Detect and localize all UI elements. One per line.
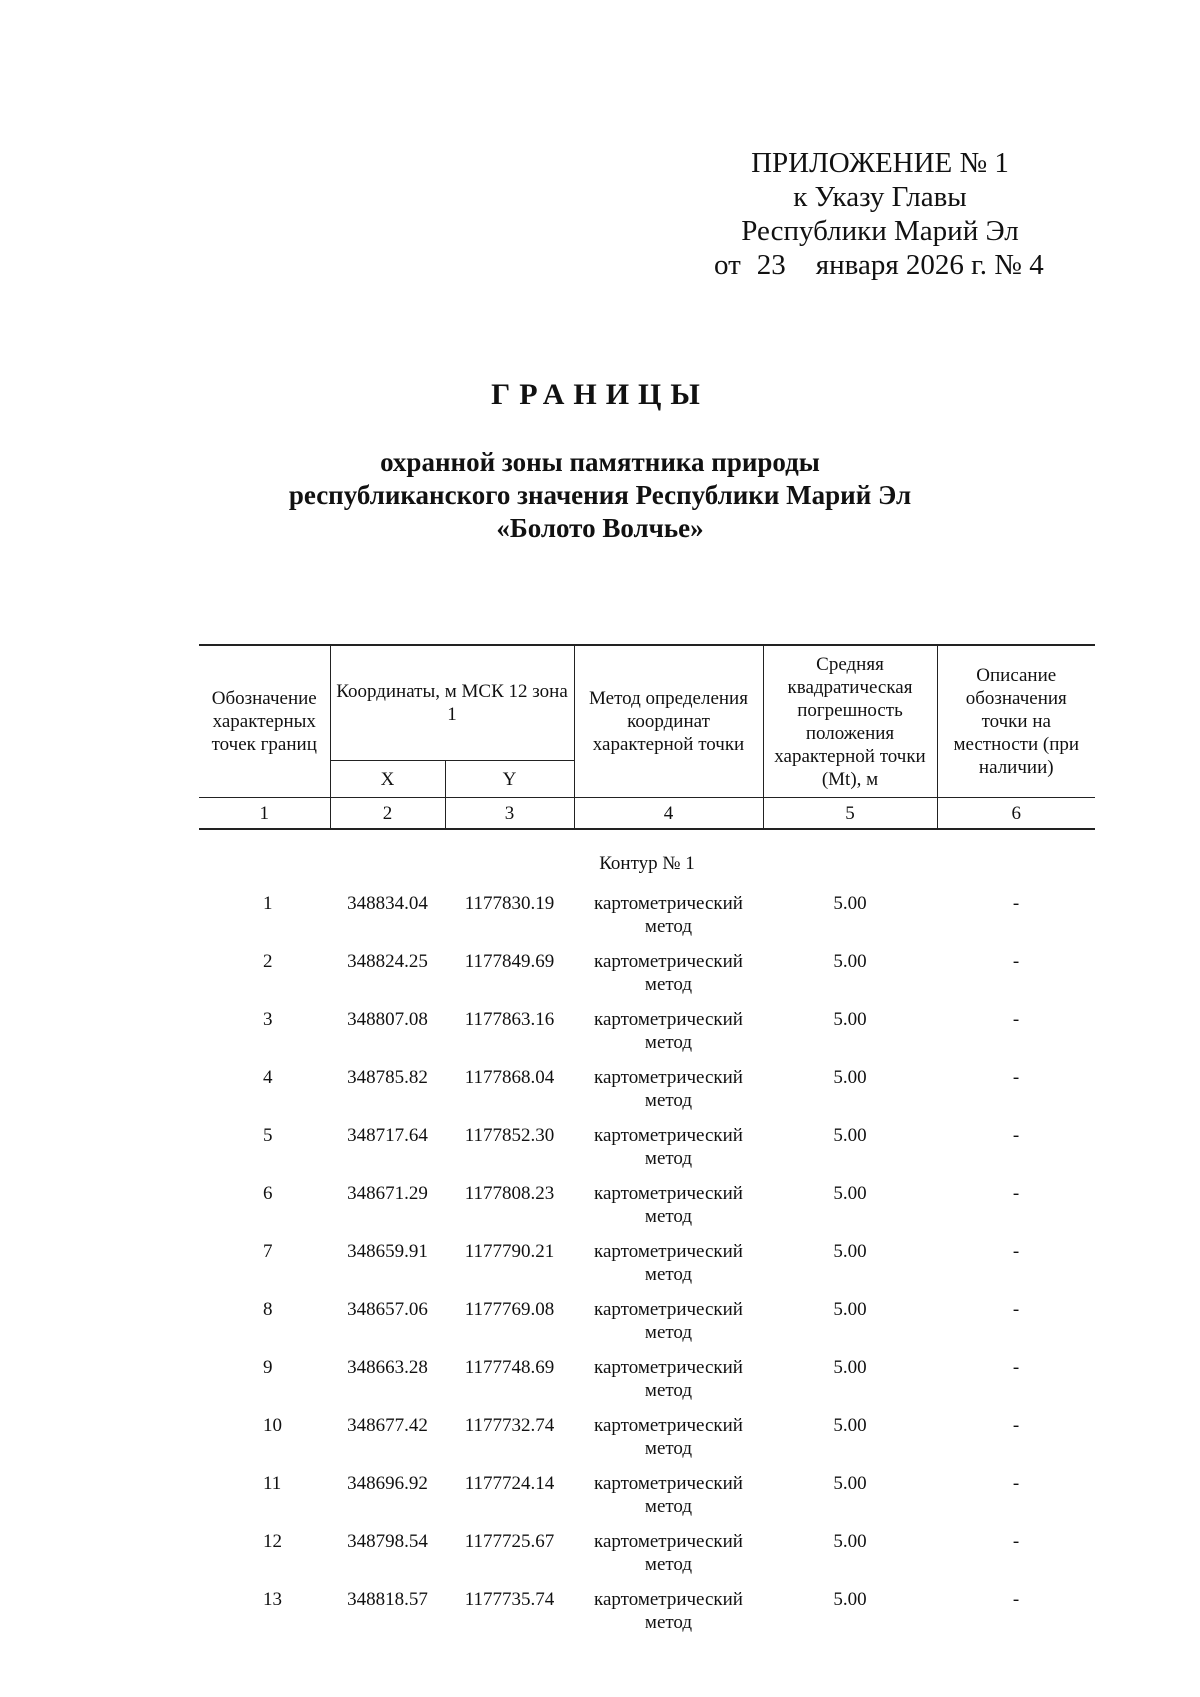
point-number: 13: [263, 1589, 282, 1610]
table-row: [199, 1586, 1095, 1644]
appendix-republic: Республики Марий Эл: [741, 215, 1019, 247]
point-number: 2: [263, 951, 273, 972]
contour-label: Контур № 1: [599, 852, 695, 874]
point-number: 3: [263, 1009, 273, 1030]
coord-x: 348798.54: [347, 1531, 428, 1552]
table-row: [199, 1180, 1095, 1238]
mean-error-cell: 5.00: [833, 1067, 867, 1088]
point-number: 8: [263, 1299, 273, 1320]
point-number: 10: [263, 1415, 282, 1436]
header-method: Метод определения координат характерной точки: [574, 645, 763, 798]
description-cell: -: [1012, 893, 1020, 914]
description-cell: -: [1012, 1299, 1020, 1320]
coord-y: 1177724.14: [464, 1473, 555, 1494]
appendix-header: [690, 146, 1070, 282]
method-cell: картометрический метод: [594, 951, 743, 995]
mean-error-cell: 5.00: [833, 1357, 867, 1378]
mean-error-cell: 5.00: [833, 1125, 867, 1146]
point-number: 5: [263, 1125, 273, 1146]
method-cell: картометрический метод: [594, 1067, 743, 1111]
table-row: [199, 1412, 1095, 1470]
coord-x: 348807.08: [347, 1009, 428, 1030]
coord-y: 1177790.21: [464, 1241, 555, 1262]
header-point-description: Описание обозначения точки на местности (при наличии): [937, 645, 1095, 798]
column-number: 4: [574, 798, 763, 830]
table-row: [199, 1354, 1095, 1412]
subtitle-line-2: республиканского значения Республики Марий Эл: [288, 480, 912, 510]
table-row: [199, 890, 1095, 948]
column-number: 1: [199, 798, 330, 830]
document-subtitle: [200, 446, 1000, 545]
description-cell: -: [1012, 1589, 1020, 1610]
description-cell: -: [1012, 1473, 1020, 1494]
coord-y: 1177830.19: [464, 893, 555, 914]
header-x: X: [330, 761, 445, 798]
date-prefix: от: [714, 249, 741, 281]
document-title: ГРАНИЦЫ: [491, 378, 709, 411]
coord-x: 348659.91: [347, 1241, 428, 1262]
date-day: 23: [756, 249, 786, 281]
method-cell: картометрический метод: [594, 1589, 743, 1633]
header-point-designation: Обозначение характерных точек границ: [199, 645, 330, 798]
coord-x: 348785.82: [347, 1067, 428, 1088]
description-cell: -: [1012, 1531, 1020, 1552]
description-cell: -: [1012, 1009, 1020, 1030]
coord-x: 348663.28: [347, 1357, 428, 1378]
mean-error-cell: 5.00: [833, 893, 867, 914]
coord-y: 1177863.16: [464, 1009, 555, 1030]
point-number: 1: [263, 893, 273, 914]
mean-error-cell: 5.00: [833, 1415, 867, 1436]
point-number: 4: [263, 1067, 273, 1088]
coord-y: 1177808.23: [464, 1183, 555, 1204]
mean-error-cell: 5.00: [833, 1473, 867, 1494]
method-cell: картометрический метод: [594, 1357, 743, 1401]
coord-x: 348834.04: [347, 893, 428, 914]
coord-x: 348696.92: [347, 1473, 428, 1494]
method-cell: картометрический метод: [594, 1299, 743, 1343]
table-row: [199, 1296, 1095, 1354]
coord-y: 1177852.30: [464, 1125, 555, 1146]
description-cell: -: [1012, 951, 1020, 972]
mean-error-cell: 5.00: [833, 1241, 867, 1262]
description-cell: -: [1012, 1067, 1020, 1088]
coord-x: 348671.29: [347, 1183, 428, 1204]
coord-y: 1177735.74: [464, 1589, 555, 1610]
subtitle-line-1: охранной зоны памятника природы: [380, 447, 820, 477]
description-cell: -: [1012, 1183, 1020, 1204]
coord-x: 348824.25: [347, 951, 428, 972]
description-cell: -: [1012, 1357, 1020, 1378]
date-rest: января 2026 г. № 4: [815, 249, 1044, 281]
point-number: 12: [263, 1531, 282, 1552]
table-row: [199, 1006, 1095, 1064]
coord-y: 1177868.04: [464, 1067, 555, 1088]
coord-x: 348818.57: [347, 1589, 428, 1610]
subtitle-line-3: «Болото Волчье»: [496, 513, 704, 543]
appendix-decree-ref: к Указу Главы: [793, 181, 967, 213]
coord-y: 1177725.67: [464, 1531, 555, 1552]
method-cell: картометрический метод: [594, 1531, 743, 1575]
method-cell: картометрический метод: [594, 1125, 743, 1169]
method-cell: картометрический метод: [594, 893, 743, 937]
description-cell: -: [1012, 1241, 1020, 1262]
method-cell: картометрический метод: [594, 1009, 743, 1053]
boundary-points-table: [199, 644, 1095, 1644]
mean-error-cell: 5.00: [833, 1183, 867, 1204]
table-row: [199, 1470, 1095, 1528]
point-number: 11: [263, 1473, 282, 1494]
point-number: 6: [263, 1183, 273, 1204]
point-number: 9: [263, 1357, 273, 1378]
method-cell: картометрический метод: [594, 1241, 743, 1285]
table-row: [199, 948, 1095, 1006]
column-number: 5: [763, 798, 937, 830]
coord-y: 1177849.69: [464, 951, 555, 972]
method-cell: картометрический метод: [594, 1415, 743, 1459]
column-number: 3: [445, 798, 574, 830]
mean-error-cell: 5.00: [833, 951, 867, 972]
coord-x: 348657.06: [347, 1299, 428, 1320]
mean-error-cell: 5.00: [833, 1009, 867, 1030]
method-cell: картометрический метод: [594, 1183, 743, 1227]
description-cell: -: [1012, 1415, 1020, 1436]
header-y: Y: [445, 761, 574, 798]
description-cell: -: [1012, 1125, 1020, 1146]
column-number: 6: [937, 798, 1095, 830]
coord-x: 348717.64: [347, 1125, 428, 1146]
coord-y: 1177732.74: [464, 1415, 555, 1436]
coord-y: 1177748.69: [464, 1357, 555, 1378]
table-row: [199, 1238, 1095, 1296]
header-mean-error: Средняя квадратическая погрешность положения характерной точки (Mt), м: [763, 645, 937, 798]
mean-error-cell: 5.00: [833, 1589, 867, 1610]
point-number: 7: [263, 1241, 273, 1262]
table-row: [199, 1122, 1095, 1180]
method-cell: картометрический метод: [594, 1473, 743, 1517]
mean-error-cell: 5.00: [833, 1531, 867, 1552]
column-number: 2: [330, 798, 445, 830]
coord-y: 1177769.08: [464, 1299, 555, 1320]
header-coordinates: Координаты, м МСК 12 зона 1: [330, 645, 574, 761]
table-row: [199, 1064, 1095, 1122]
table-row: [199, 1528, 1095, 1586]
appendix-date-line: [690, 248, 1070, 282]
mean-error-cell: 5.00: [833, 1299, 867, 1320]
appendix-number: ПРИЛОЖЕНИЕ № 1: [751, 147, 1009, 179]
coord-x: 348677.42: [347, 1415, 428, 1436]
